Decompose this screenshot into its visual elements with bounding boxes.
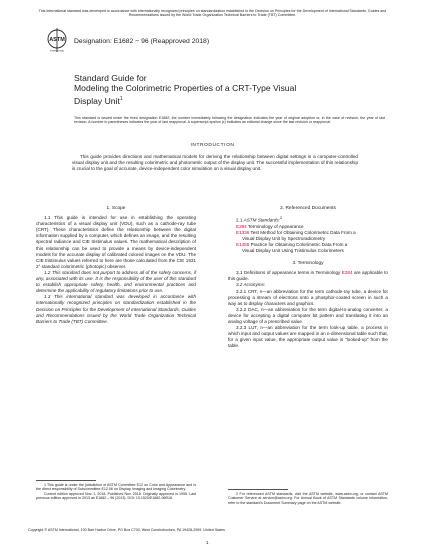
footnote-1: 1 This guide is under the jurisdiction of ASTM Committee E12 on Color and Appearance and is the direct responsibility of Subcommittee E12.06 on Display, Imaging and Imaging Colorimetry. — [36, 483, 196, 492]
footnotes-right — [228, 485, 388, 505]
ref-e1455-link[interactable]: E1455 — [236, 242, 250, 247]
astm-standards-label: ASTM Standards: — [243, 217, 280, 223]
standard-notice: This standard is issued under the fixed designation E1682; the number immediately following the designation indicates the year of original adoption or, in the case of revision, the year of last revision. A number in parentheses indicates the year of last reapproval. A superscript epsilon (ε) indicates an editorial change since the last revision or reapproval. — [74, 116, 385, 125]
paragraph-3-2-2: 3.2.2 DAC, n—an abbreviation for the term digital-to-analog converter, a device for accepting a digital computer bit pattern and translating it into an analog voltage of a prescribed value. — [228, 306, 388, 325]
ref-e1455-title: Practice for Obtaining Colorimetric Data From a — [249, 242, 348, 247]
title-line-3 — [74, 94, 374, 106]
page-number: 1 — [206, 540, 209, 545]
ref-e1336-link[interactable]: E1336 — [236, 229, 250, 235]
paragraph-3-2-3: 3.2.3 LUT, n—an abbreviation for the term look-up table, a process in which input and output values are mapped in an n-dimensional table such that, for a given input value, the appropriate output value is "looked-up" from the table. — [228, 325, 388, 349]
paragraph-3-1-a: 3.1 Definitions of appearance terms in Terminology — [236, 270, 342, 276]
right-column — [228, 206, 388, 350]
astm-logo — [47, 27, 67, 53]
ref-e1336-cont: Visual Display Unit by Spectroradiometry — [242, 235, 326, 241]
title-line-2: Modeling the Colorimetric Properties of a CRT-Type Visual — [74, 83, 297, 94]
footnote-mark-2: 2 — [279, 216, 283, 221]
ref-e1336-title: Test Method for Obtaining Colorimetric Data From a — [249, 229, 356, 235]
introduction-text: This guide provides directions and mathematical models for deriving the relationship between digital settings in a computer-controlled visual display unit and the resulting colorimetric and photometric output of the display unit. The successful implementation of this relationship is crucial to the goal of accurate, device-independent color simulation on a visual display unit. — [72, 154, 358, 172]
ref-e284-link[interactable]: E284 — [236, 223, 247, 229]
designation: Designation: E1682 − 96 (Reapproved 2018) — [74, 38, 210, 45]
footnote-1-edition: Current edition approved Nov. 1, 2018. Published Nov. 2018. Originally approved in 1995. Last previous edition approved in 2013 as E1682 – 96 (2013). DOI: 10.1520/E1682-96R18. — [36, 491, 196, 501]
paragraph-2-1 — [228, 215, 388, 224]
svg-text:INTERNATIONAL: INTERNATIONAL — [49, 50, 65, 53]
paragraph-1-3: 1.3 This international standard was developed in accordance with internationally recognized principles on standardization established in the Decision on Principles for the Development of International Standards, Guides and Recommendations issued by the World Trade Organization Technical Barriers to Trade (TBT) Committee. — [36, 294, 196, 324]
section-1-heading: 1. Scope — [106, 206, 126, 211]
footnote-rule-left — [36, 480, 96, 481]
footnote-2: 2 For referenced ASTM standards, visit the ASTM website, www.astm.org, or contact ASTM Customer Service at service@astm.org. For Annual Book of ASTM Standards volume information, refer to the standard's Document Summary page on the ASTM website. — [228, 492, 388, 505]
paragraph-3-1 — [228, 270, 388, 282]
footnotes-left — [36, 476, 196, 501]
svg-text:ASTM: ASTM — [49, 37, 65, 43]
paragraph-1-2: 1.2 This standard does not purport to address all of the safety concerns, if any, associated with its use. It is the responsibility of the user of this standard to establish appropriate safety, health, and environmental practices and determine the applicability of regulatory limitations prior to use. — [36, 269, 196, 294]
ref-e1455-cont: Visual Display Unit Using Tristimulus Colorimeters — [242, 248, 344, 254]
top-notice: This international standard was developed in accordance with internationally recognized principles on standardization established in the Decision on Principles for the Development of International Standards, Guides and Recommendations issued by the World Trade Organization Technical Barriers to Trade (TBT) Committee. — [38, 9, 387, 18]
paragraph-3-1-b: are applicable to this guide. — [228, 270, 388, 282]
left-column — [36, 206, 196, 325]
title-line-3-text: Display Unit — [74, 95, 120, 106]
copyright-footer: Copyright © ASTM International, 100 Barr Harbor Drive, PO Box C700, West Conshohocken, PA 19428-2959. United States — [28, 528, 225, 532]
paragraph-3-2-1: 3.2.1 CRT, n—an abbreviation for the term cathode-ray tube, a device for processing a stream of electrons onto a phosphor-coated screen in such a way as to display characters and graphics. — [228, 288, 388, 306]
title-line-1: Standard Guide for — [74, 73, 147, 83]
section-3-heading: 3. Terminology — [292, 261, 324, 267]
introduction-heading: INTRODUCTION — [190, 143, 235, 148]
document-title — [74, 73, 374, 106]
section-2-heading: 2. Referenced Documents — [280, 206, 336, 211]
footnote-rule-right — [228, 489, 288, 490]
ref-e284-title: Terminology of Appearance — [246, 223, 304, 229]
paragraph-1-1: 1.1 This guide is intended for use in establishing the operating characteristics of a visual display unit (VDU), such as a cathode-ray tube (CRT). These characteristics define the relationship between the digital information supplied by a computer, which defines an image, and the resulting spectral radiance and CIE tristimulus values. The mathematical description of this relationship can be used to provide a means by device-independent models for the accurate display of calibrated colored images on the VDU. The CIE tristimulus values referred to here are those calculated from the CIE 1931 2° standard colorimetric (photopic) observer. — [36, 215, 196, 269]
paragraph-3-2: 3.2 Acronyms: — [236, 282, 266, 288]
title-footnote-mark: 1 — [119, 95, 123, 102]
ref-e284-link-2[interactable]: E284 — [341, 270, 353, 276]
paragraph-2-1-prefix: 2.1 — [236, 217, 244, 223]
